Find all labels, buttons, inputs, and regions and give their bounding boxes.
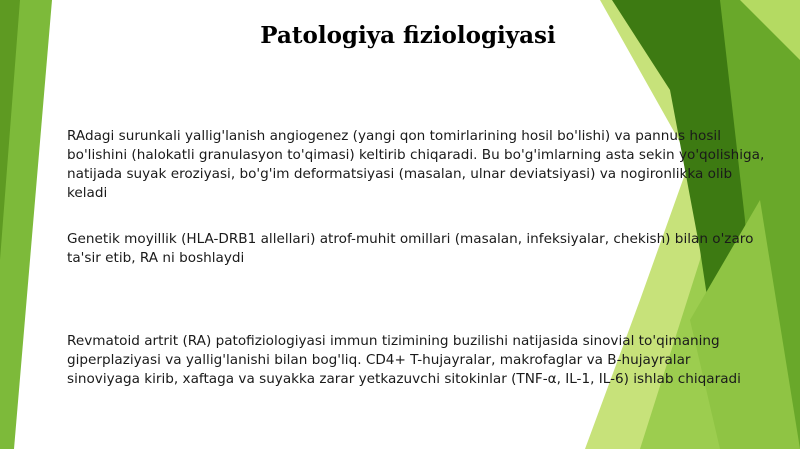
slide-title: Patologiya fiziologiyasi xyxy=(260,22,556,49)
paragraph-genetics: Genetik moyillik (HLA-DRB1 allellari) atrof-muhit omillari (masalan, infeksiyalar, chekish) bilan o'zaro ta'sir etib, RA ni boshlaydi xyxy=(67,231,754,266)
paragraph-angiogenesis: RAdagi surunkali yallig'lanish angiogenez (yangi qon tomirlarining hosil bo'lishi) va pannus hosil bo'lishini (halokatli granulasyon to'qimasi) keltirib chiqaradi. Bu bo'g'imlarning asta sekin yo'qolishiga, natijada suyak eroziyasi, bo'g'im deformatsiyasi (masalan, ulnar deviatsiyasi) va nogironlikka olib keladi xyxy=(67,128,765,201)
paragraph-pathophysiology: Revmatoid artrit (RA) patofiziologiyasi immun tizimining buzilishi natijasida sinovial to'qimaning giperplaziyasi va yallig'lanishi bilan bog'liq. CD4+ T-hujayralar, makrofaglar va B-hujayralar sinoviyaga kirib, xaftaga va suyakka zarar yetkazuvchi sitokinlar (TNF-α, IL-1, IL-6) ishlab chiqaradi xyxy=(67,333,741,387)
